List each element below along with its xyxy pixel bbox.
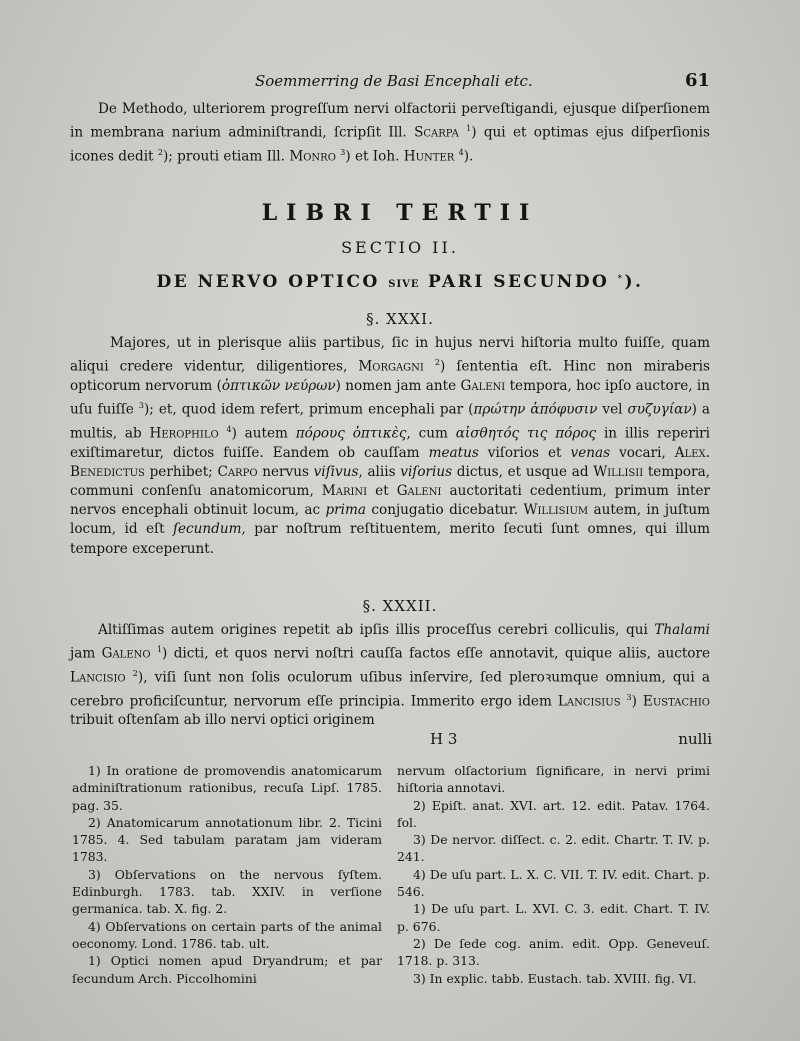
- footnote: 2) Anatomicarum annotationum libr. 2. Ticini 1785. 4. Sed tabulam paratam jam videram 1783.: [72, 814, 382, 865]
- footnote: 2) Epiſt. anat. XVI. art. 12. edit. Patav. 1764. fol.: [397, 797, 710, 830]
- footnote: 3) Obſervations on the nervous ſyſtem. Edinburgh. 1783. tab. XXIV. in verſione germanica. tab. X. fig. 2.: [72, 866, 382, 917]
- section-heading: SECTIO II.: [341, 238, 459, 257]
- page-number: 61: [684, 70, 710, 91]
- footnote-continuation: nervum olſactorium ſignificare, in nervi primi hiſtoria annotavi.: [397, 763, 710, 796]
- book-heading: LIBRI TERTII: [261, 200, 539, 226]
- footnotes-right-column: [397, 762, 710, 987]
- footnote: 1) Optici nomen apud Dryandrum; et par ſecundum Arch. Piccolhomini: [72, 953, 382, 986]
- paragraph-number-xxxi: §. XXXI.: [366, 310, 434, 328]
- running-title: Soemmerring de Basi Encephali etc.: [255, 72, 533, 90]
- footnote: 4) Obſervations on certain parts of the animal oeconomy. Lond. 1786. tab. ult.: [72, 918, 382, 951]
- paragraph-xxxii: Altiſſimas autem origines repetit ab ipſis illis proceſſus cerebri colliculis, qui Thalami jam Galeno $^1$) dicti, et quos nervi noſtri cauſſa factos eſſe annotavit, quique aliis, auctore Lancisio $^2$), viſi ſunt non ſolis oculorum uſibus inſervire, ſed pleroꝛumque omnium, qui a cerebro proficiſcuntur, nervorum eſſe principia. Immerito ergo idem Lancisius $^3$) Eustachio tribuit oſtenſam ab illo nervi optici originem: [70, 622, 711, 729]
- footnotes-left-column: [72, 762, 382, 987]
- footnote: 3) In explic. tabb. Eustach. tab. XVIII. fig. VI.: [413, 970, 697, 986]
- chapter-heading: DE NERVO OPTICO SIVE PARI SECUNDO *).: [156, 272, 644, 292]
- footnote: 1) De uſu part. L. XVI. C. 3. edit. Chart. T. IV. p. 676.: [397, 901, 710, 934]
- paragraph-number-xxxii: §. XXXII.: [362, 597, 438, 615]
- running-header: [70, 72, 710, 96]
- catchword: nulli: [678, 730, 712, 748]
- footnote: 4) De uſu part. L. X. C. VII. T. IV. edit. Chart. p. 546.: [397, 866, 710, 900]
- footnote: 2) De ſede cog. anim. edit. Opp. Geneveuſ. 1718. p. 313.: [397, 935, 710, 969]
- signature-mark: H 3: [430, 730, 458, 748]
- paragraph-xxxi: Majores, ut in plerisque aliis partibus, ſic in hujus nervi hiſtoria multo fuiſſe, quam aliqui credere videntur, diligentiores, Morgagni $^2$) ſententia eſt. Hinc non miraberis opticorum nervorum (ὀπτικῶν νεύρων) nomen jam ante Galeni tempora, hoc ipſo auctore, in uſu fuiſſe $^3$); et, quod idem refert, primum encephali par (πρώτην ἀπόφυσιν vel συζυγίαν) a multis, ab Herophilo $^4$) autem πόρους ὀπτικὲς, cum αἰσθητός τις πόρος in illis reperiri exiſtimaretur, dictos fuiſſe. Eandem ob cauſſam meatus viſorios et venas vocari, Alex. Benedictus perhibet; Carpo nervus viſivus, aliis viſorius dictus, et usque ad Willisii tempora, communi conſenſu anatomicorum, Marini et Galeni auctoritati cedentium, primum inter nervos encephali obtinuit locum, ac prima conjugatio dicebatur. Willisium autem, in juſtum locum, id eſt ſecundum, par noſtrum reſtituentem, merito ſecuti ſunt omnes, qui illum tempore exceperunt.: [70, 335, 711, 557]
- footnote: 1) In oratione de promovendis anatomicarum adminiſtrationum rationibus, recuſa Lipſ. 1785. pag. 35.: [72, 763, 382, 813]
- intro-paragraph: De Methodo, ulteriorem progreſſum nervi olfactorii perveſtigandi, ejusque diſperſionem in membrana narium adminiſtrandi, ſcripſit Ill. Scarpa $^1$) qui et optimas ejus diſperſionis icones dedit $^2$); prouti etiam Ill. Monro $^3$) et Ioh. Hunter $^4$).: [70, 101, 710, 165]
- footnote: 3) De nervor. diſſect. c. 2. edit. Chartr. T. IV. p. 241.: [397, 832, 710, 865]
